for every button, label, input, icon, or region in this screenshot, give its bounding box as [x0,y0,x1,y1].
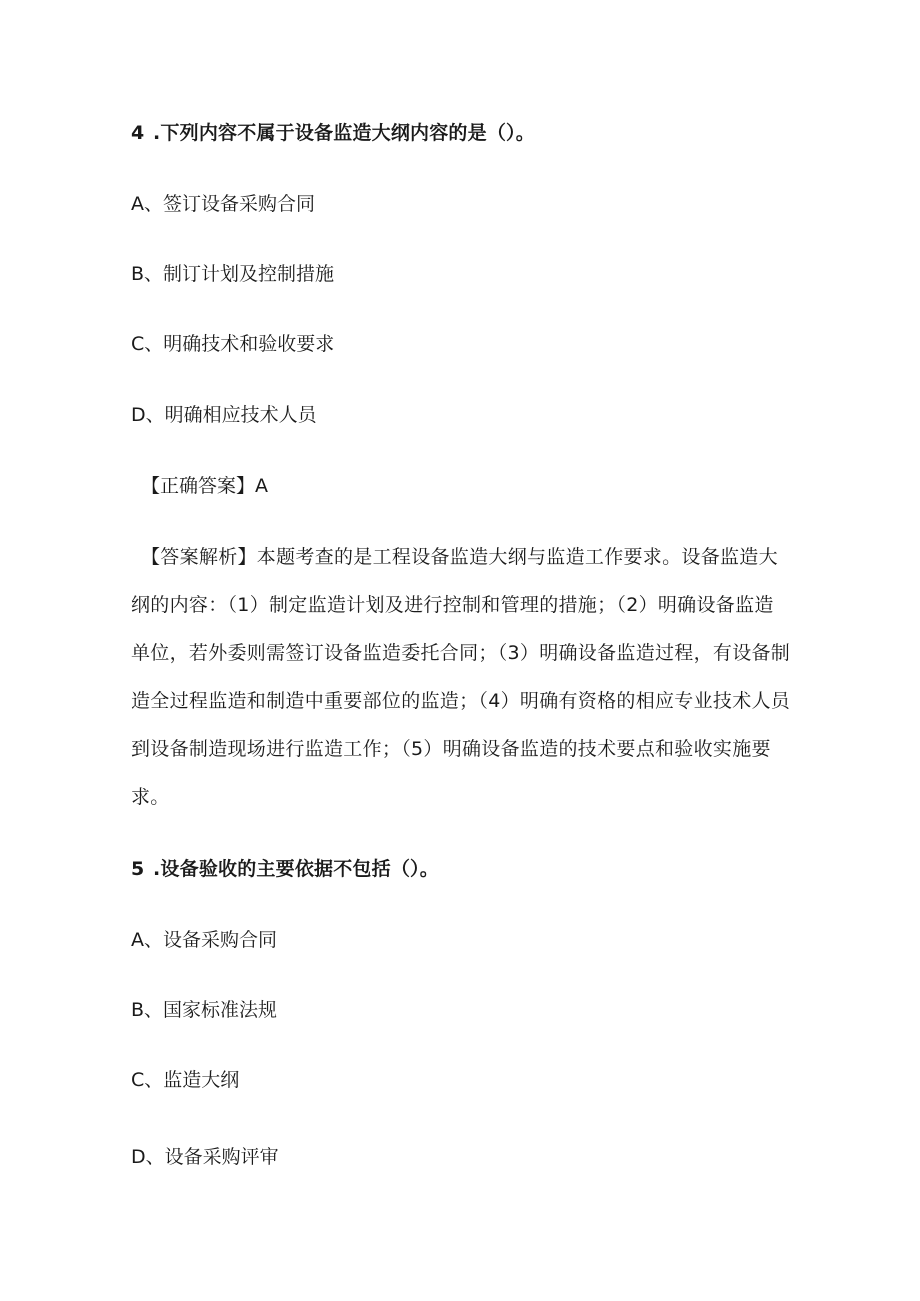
option-b: B、制订计划及控制措施 [131,263,335,285]
option-c: C、监造大纲 [131,1069,240,1091]
answer-analysis: 【答案解析】本题考查的是工程设备监造大纲与监造工作要求。设备监造大纲的内容：（1）制定监造计划及进行控制和管理的措施；（2）明确设备监造单位，若外委则需签订设备监造委托合同；（3）明确设备监造过程，有设备制造全过程监造和制造中重要部位的监造；（4）明确有资格的相应专业技术人员到设备制造现场进行监造工作；（5）明确设备监造的技术要点和验收实施要求。 [131,546,791,808]
question-stem: .设备验收的主要依据不包括（）。 [153,858,439,880]
question-5-title [131,857,439,881]
question-stem: .下列内容不属于设备监造大纲内容的是（）。 [153,122,535,144]
option-a: A、签订设备采购合同 [131,193,315,215]
question-number: 5 [131,858,145,880]
correct-answer: 【正确答案】A [141,475,268,497]
option-c: C、明确技术和验收要求 [131,333,335,355]
option-b: B、国家标准法规 [131,999,278,1021]
option-d: D、明确相应技术人员 [131,404,317,426]
option-a: A、设备采购合同 [131,929,277,951]
question-number: 4 [131,122,145,144]
question-4-title [131,121,535,145]
option-d: D、设备采购评审 [131,1146,279,1168]
